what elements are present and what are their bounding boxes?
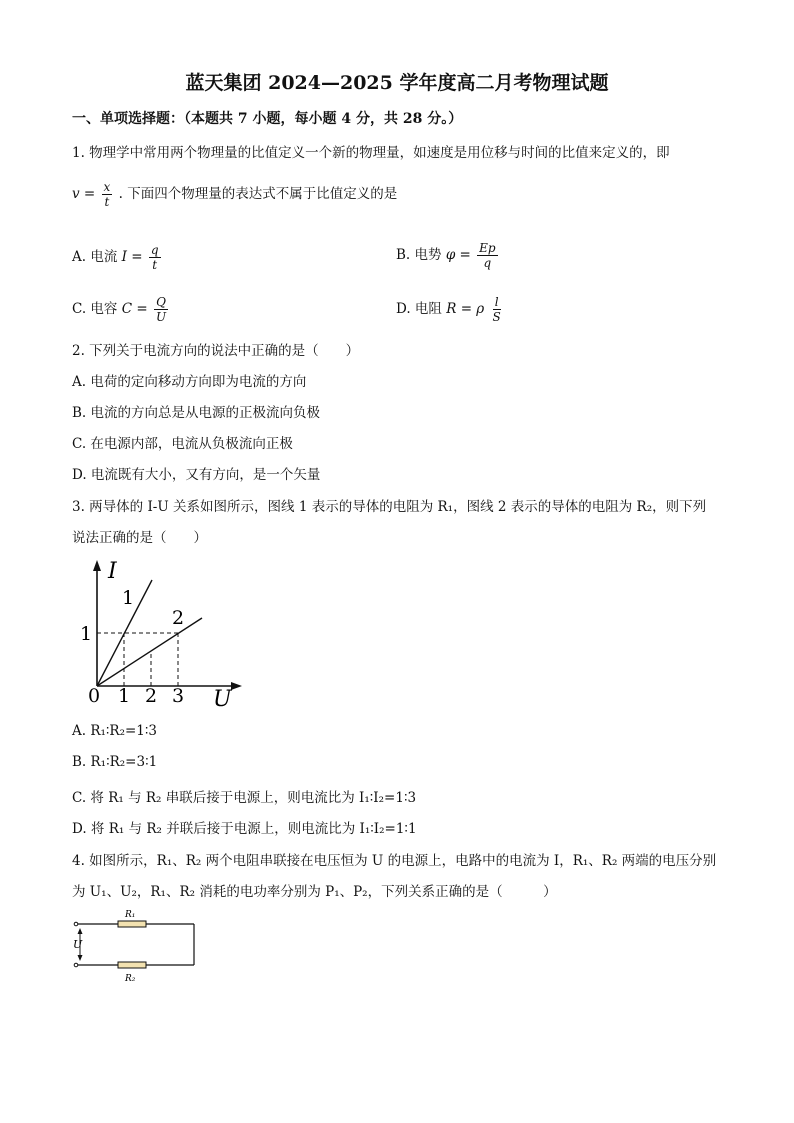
x-tick-1: 1 — [118, 685, 131, 707]
voltage-arrow-down — [78, 955, 83, 961]
option-fraction — [149, 243, 161, 272]
q2-option-a[interactable]: A. 电荷的定向移动方向即为电流的方向 — [72, 374, 307, 390]
q1-option-b[interactable] — [396, 241, 500, 270]
option-label: A. 电流 — [72, 249, 118, 265]
q1-formula-fraction — [102, 180, 113, 209]
x-tick-2: 2 — [145, 685, 158, 707]
voltage-arrow-up — [78, 928, 83, 934]
resistor-r1 — [118, 921, 146, 927]
q3-option-b[interactable]: B. R₁∶R₂=3∶1 — [72, 754, 158, 770]
section-heading: 一、单项选择题：（本题共 7 小题，每小题 4 分，共 28 分。） — [72, 111, 463, 127]
option-fraction — [491, 295, 503, 324]
y-tick-1: 1 — [80, 623, 93, 645]
r1-label: R₁ — [125, 910, 136, 920]
option-label: B. 电势 — [396, 247, 442, 263]
q1-formula-denominator: t — [104, 195, 110, 209]
option-formula-lhs: I = — [121, 249, 143, 265]
q2-stem: 2. 下列关于电流方向的说法中正确的是（ ） — [72, 343, 360, 359]
fraction-numerator: Ep — [479, 241, 496, 255]
iu-graph — [72, 556, 247, 711]
q3-stem-line1: 3. 两导体的 I-U 关系如图所示，图线 1 表示的导体的电阻为 R₁，图线 2 表示的导体的电阻为 R₂，则下列 — [72, 499, 707, 515]
line-1-label: 1 — [122, 587, 135, 609]
q1-formula-numerator: x — [103, 180, 111, 194]
fraction-denominator: t — [152, 258, 158, 272]
fraction-numerator: Q — [156, 295, 166, 309]
q3-stem-line2: 说法正确的是（ ） — [72, 530, 207, 546]
q3-option-a[interactable]: A. R₁∶R₂=1∶3 — [72, 723, 158, 739]
x-axis-arrow — [231, 682, 242, 690]
resistor-r2 — [118, 962, 146, 968]
option-label: C. 电容 — [72, 301, 118, 317]
q2-option-d[interactable]: D. 电流既有大小，又有方向，是一个矢量 — [72, 467, 321, 483]
fraction-numerator: l — [494, 295, 499, 309]
line-2-label: 2 — [172, 607, 185, 629]
graph-line-2 — [97, 618, 202, 686]
exam-title: 蓝天集团 2024—2025 学年度高二月考物理试题 — [185, 72, 609, 94]
y-axis-arrow — [93, 560, 101, 571]
y-axis-label: I — [108, 559, 117, 584]
q1-stem-tail: . 下面四个物理量的表达式不属于比值定义的是 — [118, 186, 398, 202]
option-formula-lhs: R = ρ — [446, 301, 485, 317]
q4-stem-line2: 为 U₁、U₂，R₁、R₂ 消耗的电功率分别为 P₁、P₂，下列关系正确的是（ ） — [72, 884, 557, 900]
fraction-denominator: S — [492, 310, 501, 324]
q4-stem-line1: 4. 如图所示，R₁、R₂ 两个电阻串联接在电压恒为 U 的电源上，电路中的电流为 I，R₁、R₂ 两端的电压分别 — [72, 853, 717, 869]
x-axis-label: U — [213, 687, 232, 711]
q3-option-d[interactable]: D. 将 R₁ 与 R₂ 并联后接于电源上，则电流比为 I₁∶I₂=1∶1 — [72, 821, 417, 837]
fraction-denominator: U — [155, 310, 167, 324]
q1-stem-line2 — [72, 180, 397, 209]
terminal-top — [74, 922, 78, 926]
terminal-bottom — [74, 963, 78, 967]
option-formula-lhs: φ = — [445, 247, 471, 263]
u-label: U — [73, 938, 83, 951]
fraction-denominator: q — [483, 256, 492, 270]
q1-option-a[interactable] — [72, 243, 163, 272]
q3-option-c[interactable]: C. 将 R₁ 与 R₂ 串联后接于电源上，则电流比为 I₁∶I₂=1∶3 — [72, 790, 417, 806]
q1-option-c[interactable] — [72, 295, 170, 324]
series-circuit — [68, 904, 203, 986]
origin-label: 0 — [88, 685, 101, 707]
q1-stem-line1: 1. 物理学中常用两个物理量的比值定义一个新的物理量，如速度是用位移与时间的比值来定义的，即 — [72, 145, 670, 161]
r2-label: R₂ — [125, 974, 136, 984]
q2-option-b[interactable]: B. 电流的方向总是从电源的正极流向负极 — [72, 405, 321, 421]
x-tick-3: 3 — [172, 685, 185, 707]
option-formula-lhs: C = — [121, 301, 148, 317]
q1-formula-lhs: v = — [72, 186, 96, 202]
q2-option-c[interactable]: C. 在电源内部，电流从负极流向正极 — [72, 436, 293, 452]
option-fraction — [154, 295, 168, 324]
option-fraction — [477, 241, 497, 270]
fraction-numerator: q — [150, 243, 159, 257]
option-label: D. 电阻 — [396, 301, 442, 317]
q1-option-d[interactable] — [396, 295, 505, 324]
